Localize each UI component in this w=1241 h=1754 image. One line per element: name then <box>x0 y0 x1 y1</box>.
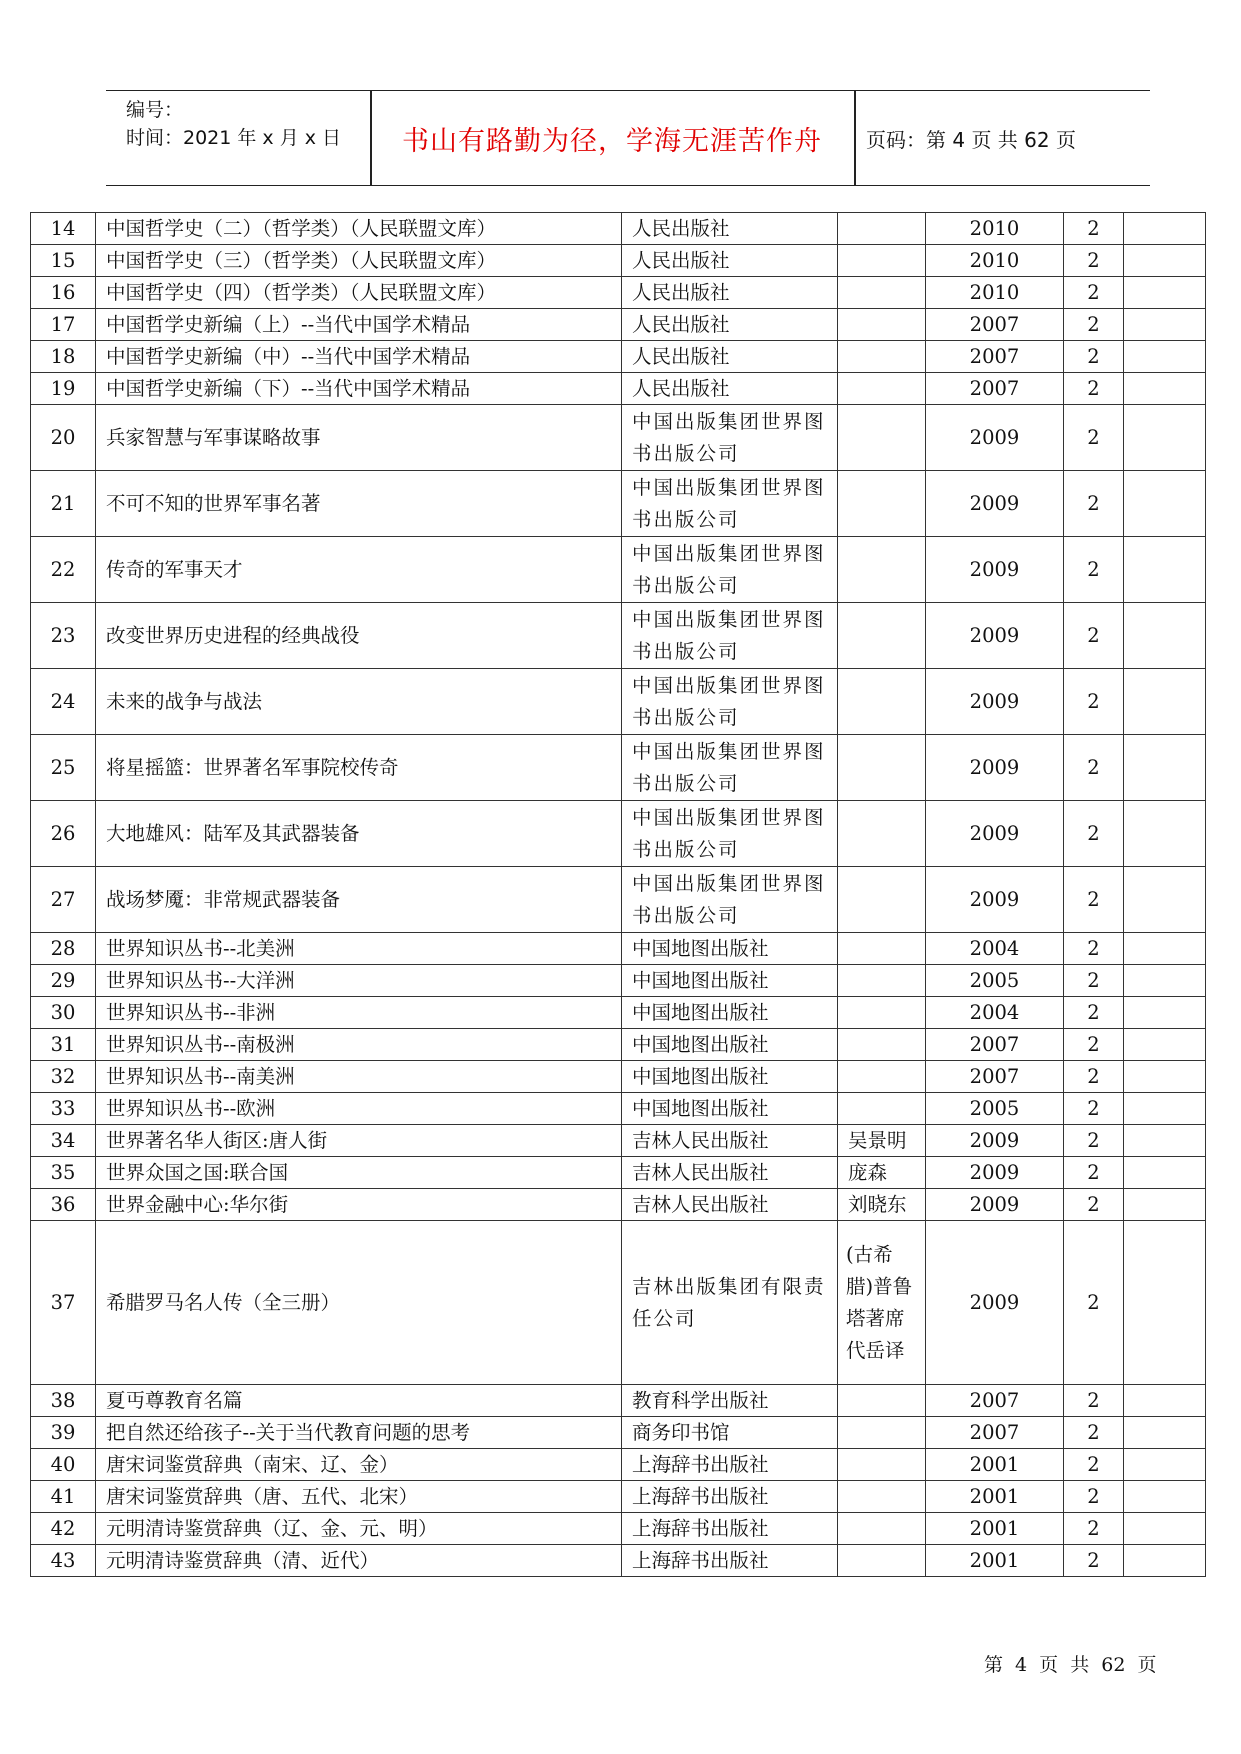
author-cell <box>838 405 926 471</box>
table-row <box>31 1029 1206 1061</box>
publisher-cell: 中国地图出版社 <box>622 1061 838 1093</box>
copies-cell: 2 <box>1064 1513 1124 1545</box>
year-cell: 2010 <box>926 245 1064 277</box>
table-row <box>31 1221 1206 1385</box>
publisher-cell: 人民出版社 <box>622 213 838 245</box>
remarks-cell <box>1124 997 1206 1029</box>
author-cell <box>838 373 926 405</box>
book-title-cell: 中国哲学史（四）（哲学类）（人民联盟文库） <box>96 277 622 309</box>
table-row <box>31 245 1206 277</box>
publisher-cell: 中国地图出版社 <box>622 1029 838 1061</box>
remarks-cell <box>1124 405 1206 471</box>
row-number-cell: 24 <box>31 669 96 735</box>
author-cell <box>838 867 926 933</box>
table-row <box>31 1189 1206 1221</box>
author-cell <box>838 1545 926 1577</box>
author-cell <box>838 277 926 309</box>
year-cell: 2007 <box>926 341 1064 373</box>
publisher-cell: 中国出版集团世界图书出版公司 <box>622 603 838 669</box>
copies-cell: 2 <box>1064 933 1124 965</box>
table-row <box>31 1125 1206 1157</box>
copies-cell: 2 <box>1064 245 1124 277</box>
year-cell: 2007 <box>926 373 1064 405</box>
year-cell: 2007 <box>926 1385 1064 1417</box>
remarks-cell <box>1124 341 1206 373</box>
row-number-cell: 42 <box>31 1513 96 1545</box>
author-cell <box>838 1449 926 1481</box>
publisher-cell: 中国地图出版社 <box>622 997 838 1029</box>
row-number-cell: 35 <box>31 1157 96 1189</box>
row-number-cell: 36 <box>31 1189 96 1221</box>
row-number-cell: 43 <box>31 1545 96 1577</box>
table-row <box>31 1093 1206 1125</box>
header-motto: 书山有路勤为径，学海无涯苦作舟 <box>402 125 822 157</box>
publisher-cell: 中国出版集团世界图书出版公司 <box>622 801 838 867</box>
row-number-cell: 31 <box>31 1029 96 1061</box>
row-number-cell: 14 <box>31 213 96 245</box>
row-number-cell: 30 <box>31 997 96 1029</box>
year-cell: 2009 <box>926 1125 1064 1157</box>
publisher-cell: 中国出版集团世界图书出版公司 <box>622 867 838 933</box>
remarks-cell <box>1124 537 1206 603</box>
author-cell <box>838 735 926 801</box>
book-title-cell: 元明清诗鉴赏辞典（辽、金、元、明） <box>96 1513 622 1545</box>
copies-cell: 2 <box>1064 537 1124 603</box>
remarks-cell <box>1124 1417 1206 1449</box>
header-page-info: 页码：第 4 页 共 62 页 <box>866 127 1076 152</box>
author-cell <box>838 1513 926 1545</box>
author-cell <box>838 245 926 277</box>
copies-cell: 2 <box>1064 309 1124 341</box>
row-number-cell: 37 <box>31 1221 96 1385</box>
copies-cell: 2 <box>1064 373 1124 405</box>
copies-cell: 2 <box>1064 1061 1124 1093</box>
row-number-cell: 34 <box>31 1125 96 1157</box>
book-title-cell: 大地雄风：陆军及其武器装备 <box>96 801 622 867</box>
row-number-cell: 21 <box>31 471 96 537</box>
book-title-cell: 世界知识丛书--大洋洲 <box>96 965 622 997</box>
author-cell <box>838 471 926 537</box>
year-cell: 2005 <box>926 1093 1064 1125</box>
copies-cell: 2 <box>1064 603 1124 669</box>
page-footer: 第 4 页 共 62 页 <box>984 1654 1157 1676</box>
year-cell: 2007 <box>926 1417 1064 1449</box>
book-title-cell: 世界知识丛书--北美洲 <box>96 933 622 965</box>
copies-cell: 2 <box>1064 1545 1124 1577</box>
table-row <box>31 373 1206 405</box>
publisher-cell: 吉林出版集团有限责任公司 <box>622 1221 838 1385</box>
book-title-cell: 唐宋词鉴赏辞典（唐、五代、北宋） <box>96 1481 622 1513</box>
copies-cell: 2 <box>1064 867 1124 933</box>
book-title-cell: 元明清诗鉴赏辞典（清、近代） <box>96 1545 622 1577</box>
row-number-cell: 27 <box>31 867 96 933</box>
table-row <box>31 213 1206 245</box>
publisher-cell: 中国出版集团世界图书出版公司 <box>622 471 838 537</box>
author-cell <box>838 1481 926 1513</box>
table-row <box>31 867 1206 933</box>
header-divider <box>854 91 856 185</box>
remarks-cell <box>1124 867 1206 933</box>
remarks-cell <box>1124 373 1206 405</box>
publisher-cell: 人民出版社 <box>622 277 838 309</box>
publisher-cell: 中国出版集团世界图书出版公司 <box>622 405 838 471</box>
publisher-cell: 商务印书馆 <box>622 1417 838 1449</box>
table-row <box>31 341 1206 373</box>
publisher-cell: 上海辞书出版社 <box>622 1545 838 1577</box>
remarks-cell <box>1124 213 1206 245</box>
publisher-cell: 吉林人民出版社 <box>622 1189 838 1221</box>
table-row <box>31 801 1206 867</box>
table-row <box>31 1385 1206 1417</box>
copies-cell: 2 <box>1064 1125 1124 1157</box>
copies-cell: 2 <box>1064 1417 1124 1449</box>
year-cell: 2009 <box>926 405 1064 471</box>
remarks-cell <box>1124 801 1206 867</box>
table-row <box>31 1545 1206 1577</box>
author-cell <box>838 341 926 373</box>
book-title-cell: 传奇的军事天才 <box>96 537 622 603</box>
book-title-cell: 未来的战争与战法 <box>96 669 622 735</box>
book-title-cell: 世界知识丛书--欧洲 <box>96 1093 622 1125</box>
book-title-cell: 不可不知的世界军事名著 <box>96 471 622 537</box>
author-cell <box>838 1061 926 1093</box>
page-header <box>106 90 1150 186</box>
author-cell <box>838 537 926 603</box>
author-cell <box>838 309 926 341</box>
author-cell <box>838 965 926 997</box>
author-cell <box>838 933 926 965</box>
remarks-cell <box>1124 1189 1206 1221</box>
year-cell: 2005 <box>926 965 1064 997</box>
book-title-cell: 战场梦魇：非常规武器装备 <box>96 867 622 933</box>
table-row <box>31 735 1206 801</box>
publisher-cell: 吉林人民出版社 <box>622 1125 838 1157</box>
book-title-cell: 世界著名华人街区:唐人街 <box>96 1125 622 1157</box>
year-cell: 2010 <box>926 213 1064 245</box>
copies-cell: 2 <box>1064 213 1124 245</box>
row-number-cell: 39 <box>31 1417 96 1449</box>
remarks-cell <box>1124 277 1206 309</box>
book-title-cell: 兵家智慧与军事谋略故事 <box>96 405 622 471</box>
date-label: 时间：2021 年 x 月 x 日 <box>126 127 342 149</box>
publisher-cell: 中国地图出版社 <box>622 965 838 997</box>
table-row <box>31 965 1206 997</box>
publisher-cell: 教育科学出版社 <box>622 1385 838 1417</box>
row-number-cell: 33 <box>31 1093 96 1125</box>
remarks-cell <box>1124 1221 1206 1385</box>
serial-number-label: 编号： <box>126 99 184 121</box>
year-cell: 2009 <box>926 537 1064 603</box>
publisher-cell: 人民出版社 <box>622 341 838 373</box>
table-row <box>31 933 1206 965</box>
book-title-cell: 中国哲学史（二）（哲学类）（人民联盟文库） <box>96 213 622 245</box>
remarks-cell <box>1124 1061 1206 1093</box>
author-cell: 庞森 <box>838 1157 926 1189</box>
publisher-cell: 上海辞书出版社 <box>622 1481 838 1513</box>
year-cell: 2009 <box>926 1157 1064 1189</box>
book-title-cell: 世界众国之国:联合国 <box>96 1157 622 1189</box>
copies-cell: 2 <box>1064 1221 1124 1385</box>
author-cell <box>838 669 926 735</box>
year-cell: 2009 <box>926 801 1064 867</box>
year-cell: 2001 <box>926 1513 1064 1545</box>
table-row <box>31 1061 1206 1093</box>
book-title-cell: 中国哲学史新编（上）--当代中国学术精品 <box>96 309 622 341</box>
publisher-cell: 上海辞书出版社 <box>622 1513 838 1545</box>
book-title-cell: 世界金融中心:华尔街 <box>96 1189 622 1221</box>
year-cell: 2010 <box>926 277 1064 309</box>
remarks-cell <box>1124 1157 1206 1189</box>
table-row <box>31 1449 1206 1481</box>
book-title-cell: 希腊罗马名人传（全三册） <box>96 1221 622 1385</box>
year-cell: 2004 <box>926 933 1064 965</box>
remarks-cell <box>1124 245 1206 277</box>
publisher-cell: 人民出版社 <box>622 309 838 341</box>
row-number-cell: 15 <box>31 245 96 277</box>
remarks-cell <box>1124 1125 1206 1157</box>
year-cell: 2009 <box>926 1189 1064 1221</box>
row-number-cell: 23 <box>31 603 96 669</box>
copies-cell: 2 <box>1064 735 1124 801</box>
row-number-cell: 16 <box>31 277 96 309</box>
year-cell: 2009 <box>926 603 1064 669</box>
table-row <box>31 1157 1206 1189</box>
book-title-cell: 世界知识丛书--南美洲 <box>96 1061 622 1093</box>
remarks-cell <box>1124 1093 1206 1125</box>
book-list-table <box>30 212 1206 1577</box>
copies-cell: 2 <box>1064 1029 1124 1061</box>
table-row <box>31 669 1206 735</box>
remarks-cell <box>1124 735 1206 801</box>
publisher-cell: 中国出版集团世界图书出版公司 <box>622 669 838 735</box>
row-number-cell: 22 <box>31 537 96 603</box>
publisher-cell: 上海辞书出版社 <box>622 1449 838 1481</box>
row-number-cell: 26 <box>31 801 96 867</box>
remarks-cell <box>1124 471 1206 537</box>
table-row <box>31 603 1206 669</box>
year-cell: 2009 <box>926 867 1064 933</box>
year-cell: 2009 <box>926 669 1064 735</box>
table-row <box>31 405 1206 471</box>
author-cell <box>838 1417 926 1449</box>
publisher-cell: 中国出版集团世界图书出版公司 <box>622 537 838 603</box>
row-number-cell: 38 <box>31 1385 96 1417</box>
copies-cell: 2 <box>1064 801 1124 867</box>
author-cell <box>838 1029 926 1061</box>
book-title-cell: 世界知识丛书--非洲 <box>96 997 622 1029</box>
copies-cell: 2 <box>1064 1093 1124 1125</box>
copies-cell: 2 <box>1064 669 1124 735</box>
header-meta <box>116 91 368 185</box>
copies-cell: 2 <box>1064 1385 1124 1417</box>
row-number-cell: 40 <box>31 1449 96 1481</box>
book-title-cell: 夏丏尊教育名篇 <box>96 1385 622 1417</box>
remarks-cell <box>1124 309 1206 341</box>
copies-cell: 2 <box>1064 341 1124 373</box>
table-row <box>31 309 1206 341</box>
remarks-cell <box>1124 603 1206 669</box>
book-title-cell: 中国哲学史（三）（哲学类）（人民联盟文库） <box>96 245 622 277</box>
remarks-cell <box>1124 965 1206 997</box>
table-row <box>31 277 1206 309</box>
remarks-cell <box>1124 933 1206 965</box>
book-title-cell: 把自然还给孩子--关于当代教育问题的思考 <box>96 1417 622 1449</box>
year-cell: 2009 <box>926 1221 1064 1385</box>
year-cell: 2007 <box>926 1029 1064 1061</box>
remarks-cell <box>1124 1449 1206 1481</box>
remarks-cell <box>1124 1481 1206 1513</box>
copies-cell: 2 <box>1064 405 1124 471</box>
book-title-cell: 将星摇篮：世界著名军事院校传奇 <box>96 735 622 801</box>
copies-cell: 2 <box>1064 277 1124 309</box>
publisher-cell: 吉林人民出版社 <box>622 1157 838 1189</box>
remarks-cell <box>1124 1513 1206 1545</box>
author-cell: (古希腊)普鲁塔著席代岳译 <box>838 1221 926 1385</box>
row-number-cell: 17 <box>31 309 96 341</box>
book-list-body <box>31 213 1206 1577</box>
author-cell <box>838 1093 926 1125</box>
author-cell <box>838 213 926 245</box>
row-number-cell: 18 <box>31 341 96 373</box>
table-row <box>31 1481 1206 1513</box>
year-cell: 2007 <box>926 1061 1064 1093</box>
author-cell <box>838 801 926 867</box>
table-row <box>31 537 1206 603</box>
book-title-cell: 改变世界历史进程的经典战役 <box>96 603 622 669</box>
row-number-cell: 19 <box>31 373 96 405</box>
author-cell <box>838 997 926 1029</box>
year-cell: 2009 <box>926 471 1064 537</box>
author-cell: 刘晓东 <box>838 1189 926 1221</box>
publisher-cell: 人民出版社 <box>622 373 838 405</box>
copies-cell: 2 <box>1064 997 1124 1029</box>
book-title-cell: 世界知识丛书--南极洲 <box>96 1029 622 1061</box>
copies-cell: 2 <box>1064 1481 1124 1513</box>
row-number-cell: 41 <box>31 1481 96 1513</box>
year-cell: 2004 <box>926 997 1064 1029</box>
row-number-cell: 29 <box>31 965 96 997</box>
copies-cell: 2 <box>1064 471 1124 537</box>
row-number-cell: 25 <box>31 735 96 801</box>
remarks-cell <box>1124 669 1206 735</box>
year-cell: 2007 <box>926 309 1064 341</box>
book-title-cell: 中国哲学史新编（下）--当代中国学术精品 <box>96 373 622 405</box>
author-cell <box>838 1385 926 1417</box>
author-cell: 吴景明 <box>838 1125 926 1157</box>
copies-cell: 2 <box>1064 1157 1124 1189</box>
book-title-cell: 唐宋词鉴赏辞典（南宋、辽、金） <box>96 1449 622 1481</box>
table-row <box>31 1513 1206 1545</box>
copies-cell: 2 <box>1064 1449 1124 1481</box>
remarks-cell <box>1124 1545 1206 1577</box>
copies-cell: 2 <box>1064 965 1124 997</box>
row-number-cell: 20 <box>31 405 96 471</box>
year-cell: 2001 <box>926 1481 1064 1513</box>
book-title-cell: 中国哲学史新编（中）--当代中国学术精品 <box>96 341 622 373</box>
row-number-cell: 28 <box>31 933 96 965</box>
publisher-cell: 中国地图出版社 <box>622 1093 838 1125</box>
table-row <box>31 471 1206 537</box>
year-cell: 2009 <box>926 735 1064 801</box>
year-cell: 2001 <box>926 1545 1064 1577</box>
row-number-cell: 32 <box>31 1061 96 1093</box>
publisher-cell: 中国地图出版社 <box>622 933 838 965</box>
remarks-cell <box>1124 1029 1206 1061</box>
author-cell <box>838 603 926 669</box>
publisher-cell: 中国出版集团世界图书出版公司 <box>622 735 838 801</box>
remarks-cell <box>1124 1385 1206 1417</box>
table-row <box>31 1417 1206 1449</box>
publisher-cell: 人民出版社 <box>622 245 838 277</box>
table-row <box>31 997 1206 1029</box>
copies-cell: 2 <box>1064 1189 1124 1221</box>
year-cell: 2001 <box>926 1449 1064 1481</box>
